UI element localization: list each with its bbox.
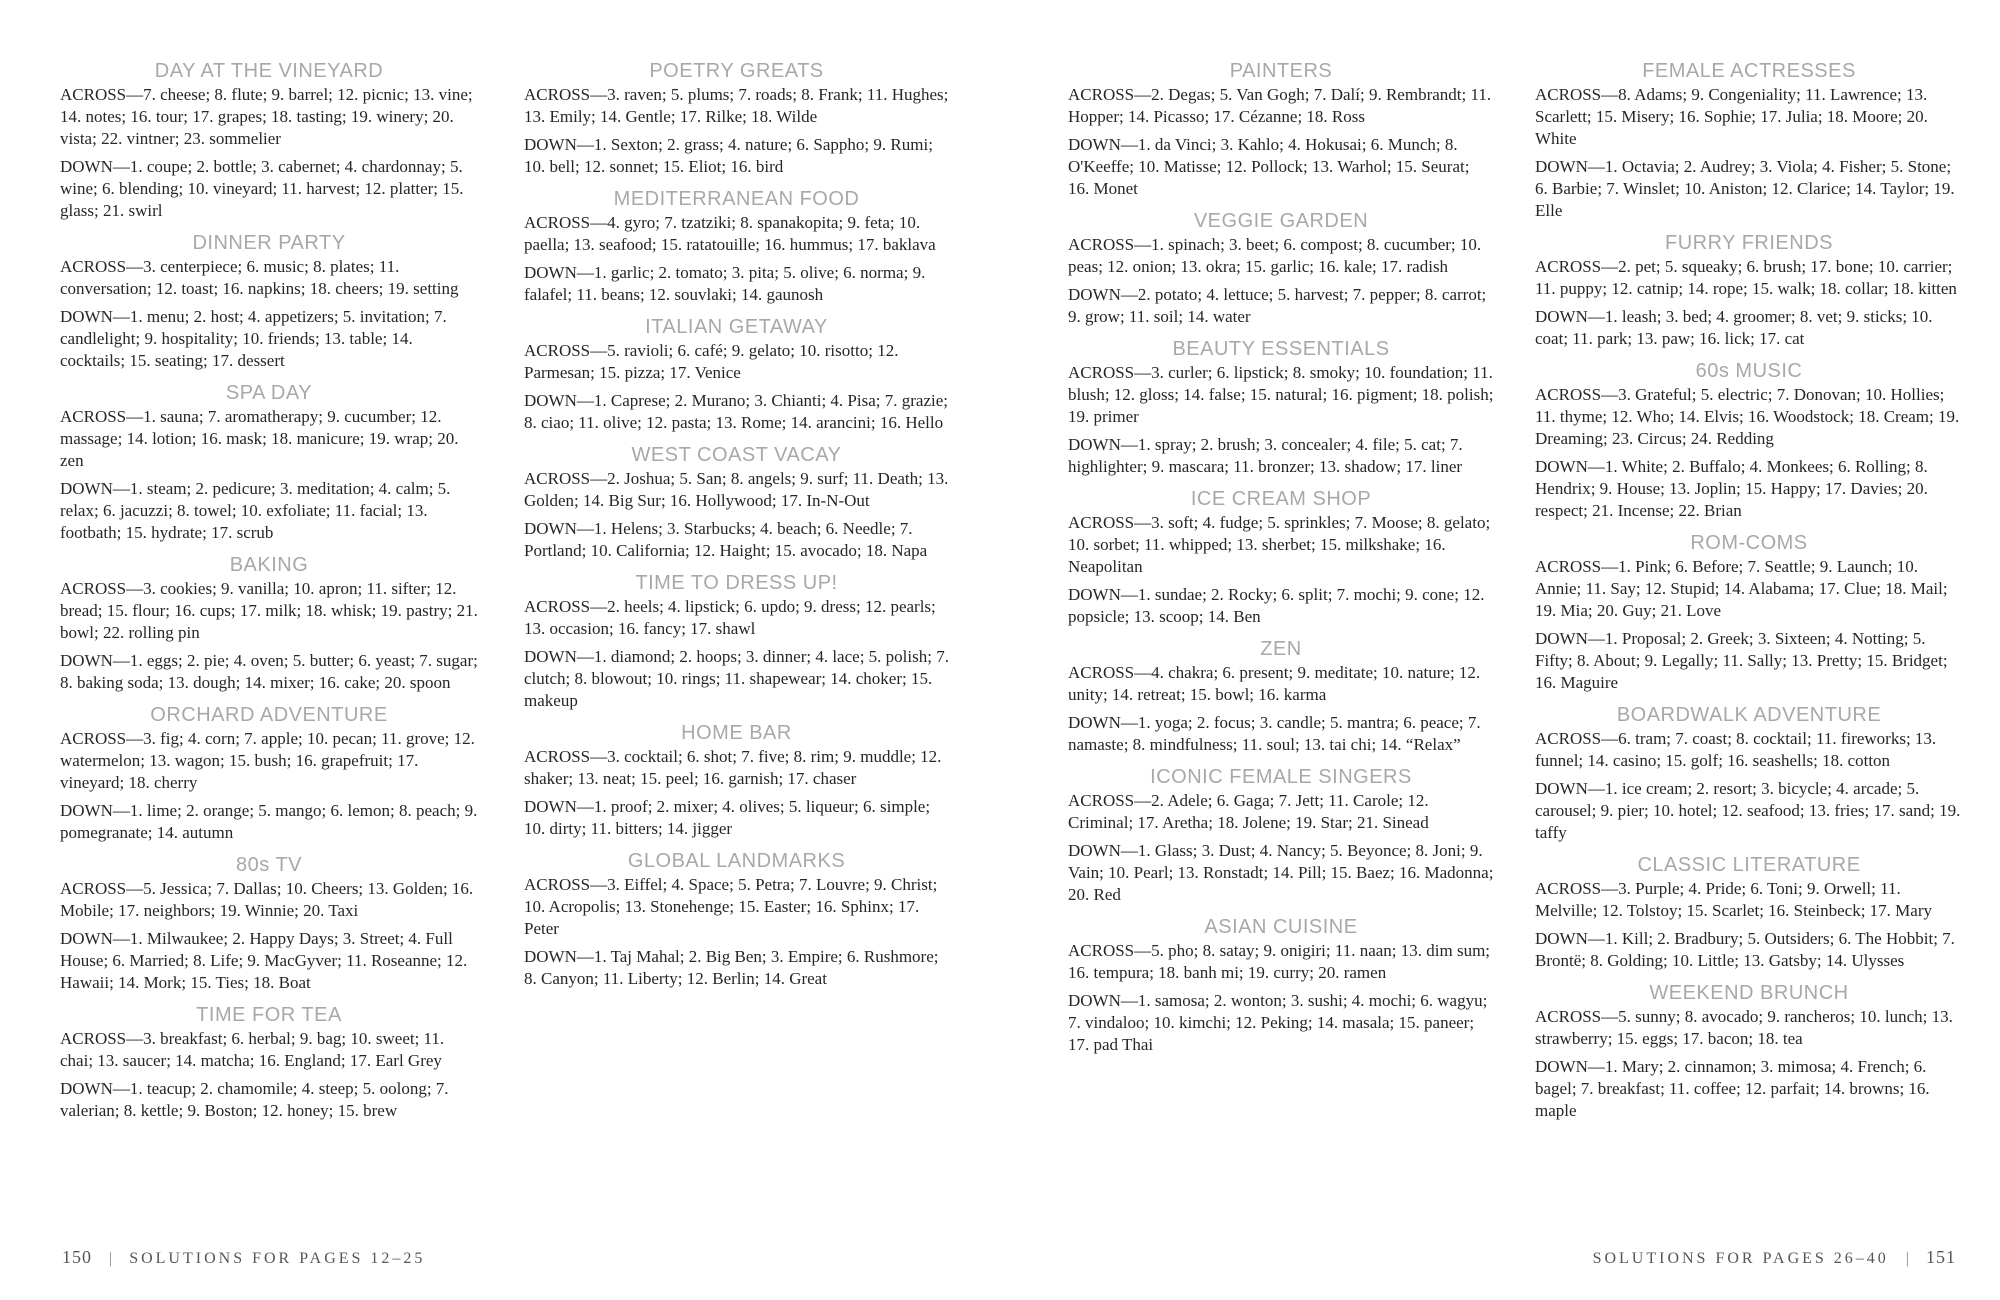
- footer-separator: |: [1905, 1250, 1909, 1267]
- puzzle-west-coast-vacay: [524, 442, 949, 562]
- across-answers: ACROSS—5. ravioli; 6. café; 9. gelato; 10. risotto; 12. Parmesan; 15. pizza; 17. Venice: [524, 341, 899, 382]
- puzzle-weekend-brunch: [1535, 980, 1963, 1122]
- puzzle-title: GLOBAL LANDMARKS: [627, 850, 846, 872]
- page-number-left: 150: [62, 1247, 92, 1267]
- down-answers: DOWN—1. coupe; 2. bottle; 3. cabernet; 4. chardonnay; 5. wine; 6. blending; 10. vineyard; 11. harvest; 12. platter; 15. glass; 21. swirl: [60, 157, 464, 220]
- across-answers: ACROSS—5. Jessica; 7. Dallas; 10. Cheers; 13. Golden; 16. Mobile; 17. neighbors; 19. Winnie; 20. Taxi: [60, 879, 474, 920]
- down-answers: DOWN—1. Mary; 2. cinnamon; 3. mimosa; 4. French; 6. bagel; 7. breakfast; 11. coffee; 12. parfait; 14. browns; 16. maple: [1535, 1057, 1930, 1120]
- down-answers: DOWN—1. steam; 2. pedicure; 3. meditation; 4. calm; 5. relax; 6. jacuzzi; 8. towel; 10. exfoliate; 11. facial; 13. footbath; 15. hydrate; 17. scrub: [60, 479, 451, 542]
- puzzle-60s-music: [1535, 358, 1963, 522]
- down-answers: DOWN—1. menu; 2. host; 4. appetizers; 5. invitation; 7. candlelight; 9. hospitality; 10. friends; 13. table; 14. cocktails; 15. seating; 17. dessert: [60, 307, 447, 370]
- puzzle-title: FEMALE ACTRESSES: [1642, 60, 1856, 82]
- across-answers: ACROSS—3. Eiffel; 4. Space; 5. Petra; 7. Louvre; 9. Christ; 10. Acropolis; 13. Stonehenge; 15. Easter; 16. Sphinx; 17. Peter: [524, 875, 938, 938]
- puzzle-title: DAY AT THE VINEYARD: [154, 60, 384, 82]
- puzzle-day-at-the-vineyard: [60, 58, 478, 222]
- footer-left: [62, 1247, 425, 1268]
- across-answers: ACROSS—3. curler; 6. lipstick; 8. smoky; 10. foundation; 11. blush; 12. gloss; 14. false; 15. natural; 16. pigment; 18. polish; 19. primer: [1068, 363, 1494, 426]
- down-answers: DOWN—1. Caprese; 2. Murano; 3. Chianti; 4. Pisa; 7. grazie; 8. ciao; 11. olive; 12. pasta; 13. Rome; 14. arancini; 16. Hello: [524, 391, 948, 432]
- puzzle-title: ASIAN CUISINE: [1204, 916, 1358, 938]
- puzzle-home-bar: [524, 720, 949, 840]
- puzzle-global-landmarks: [524, 848, 949, 990]
- across-answers: ACROSS—1. spinach; 3. beet; 6. compost; 8. cucumber; 10. peas; 12. onion; 13. okra; 15. garlic; 16. kale; 17. radish: [1068, 235, 1482, 276]
- down-answers: DOWN—1. yoga; 2. focus; 3. candle; 5. mantra; 6. peace; 7. namaste; 8. mindfulness; 11. soul; 13. tai chi; 14. “Relax”: [1068, 713, 1481, 754]
- puzzle-painters: [1068, 58, 1494, 200]
- across-answers: ACROSS—7. cheese; 8. flute; 9. barrel; 12. picnic; 13. vine; 14. notes; 16. tour; 17. grapes; 18. tasting; 19. winery; 20. vista; 22. vintner; 23. sommelier: [60, 85, 473, 148]
- down-answers: DOWN—1. sundae; 2. Rocky; 6. split; 7. mochi; 9. cone; 12. popsicle; 13. scoop; 14. Ben: [1068, 585, 1485, 626]
- puzzle-title: 60s MUSIC: [1695, 360, 1803, 382]
- footer-right: [1593, 1247, 1956, 1268]
- puzzle-orchard-adventure: [60, 702, 478, 844]
- across-answers: ACROSS—2. pet; 5. squeaky; 6. brush; 17. bone; 10. carrier; 11. puppy; 12. catnip; 14. rope; 15. walk; 18. collar; 18. kitten: [1535, 257, 1957, 298]
- puzzle-asian-cuisine: [1068, 914, 1494, 1056]
- across-answers: ACROSS—3. Purple; 4. Pride; 6. Toni; 9. Orwell; 11. Melville; 12. Tolstoy; 15. Scarlet; 16. Steinbeck; 17. Mary: [1535, 879, 1933, 920]
- down-answers: DOWN—1. leash; 3. bed; 4. groomer; 8. vet; 9. sticks; 10. coat; 11. park; 13. paw; 16. lick; 17. cat: [1535, 307, 1933, 348]
- page-150-column-left: [60, 58, 478, 1130]
- down-answers: DOWN—1. lime; 2. orange; 5. mango; 6. lemon; 8. peach; 9. pomegranate; 14. autumn: [60, 801, 478, 842]
- puzzle-veggie-garden: [1068, 208, 1494, 328]
- across-answers: ACROSS—3. breakfast; 6. herbal; 9. bag; 10. sweet; 11. chai; 13. saucer; 14. matcha; 16. England; 17. Earl Grey: [60, 1029, 445, 1070]
- puzzle-dinner-party: [60, 230, 478, 372]
- page-150-column-right: [524, 58, 949, 998]
- puzzle-title: TIME TO DRESS UP!: [635, 572, 838, 594]
- across-answers: ACROSS—3. fig; 4. corn; 7. apple; 10. pecan; 11. grove; 12. watermelon; 13. wagon; 15. bush; 16. grapefruit; 17. vineyard; 18. cherry: [60, 729, 475, 792]
- across-answers: ACROSS—4. chakra; 6. present; 9. meditate; 10. nature; 12. unity; 14. retreat; 15. bowl; 16. karma: [1068, 663, 1481, 704]
- puzzle-title: FURRY FRIENDS: [1664, 232, 1833, 254]
- puzzle-zen: [1068, 636, 1494, 756]
- across-answers: ACROSS—3. cookies; 9. vanilla; 10. apron; 11. sifter; 12. bread; 15. flour; 16. cups; 17. milk; 18. whisk; 19. pastry; 21. bowl; 22. rolling pin: [60, 579, 478, 642]
- puzzle-title: BEAUTY ESSENTIALS: [1172, 338, 1390, 360]
- puzzle-title: ICE CREAM SHOP: [1190, 488, 1372, 510]
- down-answers: DOWN—1. spray; 2. brush; 3. concealer; 4. file; 5. cat; 7. highlighter; 9. mascara; 11. bronzer; 13. shadow; 17. liner: [1068, 435, 1463, 476]
- down-answers: DOWN—1. garlic; 2. tomato; 3. pita; 5. olive; 6. norma; 9. falafel; 11. beans; 12. souvlaki; 14. gaunosh: [524, 263, 926, 304]
- down-answers: DOWN—1. da Vinci; 3. Kahlo; 4. Hokusai; 6. Munch; 8. O'Keeffe; 10. Matisse; 12. Pollock; 13. Warhol; 15. Seurat; 16. Monet: [1068, 135, 1470, 198]
- down-answers: DOWN—1. Octavia; 2. Audrey; 3. Viola; 4. Fisher; 5. Stone; 6. Barbie; 7. Winslet; 10. Aniston; 12. Clarice; 14. Taylor; 19. Elle: [1535, 157, 1955, 220]
- down-answers: DOWN—1. White; 2. Buffalo; 4. Monkees; 6. Rolling; 8. Hendrix; 9. House; 13. Joplin; 15. Happy; 17. Davies; 20. respect; 21. Incense; 22. Brian: [1535, 457, 1928, 520]
- puzzle-title: ROM-COMS: [1690, 532, 1808, 554]
- across-answers: ACROSS—3. soft; 4. fudge; 5. sprinkles; 7. Moose; 8. gelato; 10. sorbet; 11. whipped; 13. sherbet; 15. milkshake; 16. Neapolitan: [1068, 513, 1491, 576]
- puzzle-title: MEDITERRANEAN FOOD: [613, 188, 860, 210]
- across-answers: ACROSS—2. Degas; 5. Van Gogh; 7. Dalí; 9. Rembrandt; 11. Hopper; 14. Picasso; 17. Cézanne; 18. Ross: [1068, 85, 1492, 126]
- puzzle-title: VEGGIE GARDEN: [1193, 210, 1369, 232]
- down-answers: DOWN—1. Kill; 2. Bradbury; 5. Outsiders; 6. The Hobbit; 7. Brontë; 8. Golding; 10. Little; 13. Gatsby; 14. Ulysses: [1535, 929, 1955, 970]
- down-answers: DOWN—1. eggs; 2. pie; 4. oven; 5. butter; 6. yeast; 7. sugar; 8. baking soda; 13. dough; 14. mixer; 16. cake; 20. spoon: [60, 651, 478, 692]
- across-answers: ACROSS—5. sunny; 8. avocado; 9. rancheros; 10. lunch; 13. strawberry; 15. eggs; 17. bacon; 18. tea: [1535, 1007, 1953, 1048]
- puzzle-iconic-female-singers: [1068, 764, 1494, 906]
- puzzle-title: WEEKEND BRUNCH: [1649, 982, 1849, 1004]
- puzzle-beauty-essentials: [1068, 336, 1494, 478]
- puzzle-italian-getaway: [524, 314, 949, 434]
- down-answers: DOWN—1. Proposal; 2. Greek; 3. Sixteen; 4. Notting; 5. Fifty; 8. About; 9. Legally; 11. Sally; 13. Pretty; 15. Bridget; 16. Maguire: [1535, 629, 1948, 692]
- puzzle-mediterranean-food: [524, 186, 949, 306]
- down-answers: DOWN—1. teacup; 2. chamomile; 4. steep; 5. oolong; 7. valerian; 8. kettle; 9. Boston; 12. honey; 15. brew: [60, 1079, 449, 1120]
- puzzle-poetry-greats: [524, 58, 949, 178]
- puzzle-title: BAKING: [229, 554, 309, 576]
- across-answers: ACROSS—3. cocktail; 6. shot; 7. five; 8. rim; 9. muddle; 12. shaker; 13. neat; 15. peel; 16. garnish; 17. chaser: [524, 747, 942, 788]
- puzzle-title: ZEN: [1260, 638, 1302, 660]
- puzzle-title: ORCHARD ADVENTURE: [150, 704, 388, 726]
- across-answers: ACROSS—4. gyro; 7. tzatziki; 8. spanakopita; 9. feta; 10. paella; 13. seafood; 15. ratatouille; 16. hummus; 17. baklava: [524, 213, 936, 254]
- puzzle-title: 80s TV: [236, 854, 302, 876]
- puzzle-furry-friends: [1535, 230, 1963, 350]
- down-answers: DOWN—1. Taj Mahal; 2. Big Ben; 3. Empire; 6. Rushmore; 8. Canyon; 11. Liberty; 12. Berlin; 14. Great: [524, 947, 939, 988]
- down-answers: DOWN—1. samosa; 2. wonton; 3. sushi; 4. mochi; 6. wagyu; 7. vindaloo; 10. kimchi; 12. Peking; 14. masala; 15. paneer; 17. pad Thai: [1068, 991, 1488, 1054]
- across-answers: ACROSS—2. heels; 4. lipstick; 6. updo; 9. dress; 12. pearls; 13. occasion; 16. fancy; 17. shawl: [524, 597, 936, 638]
- puzzle-title: PAINTERS: [1229, 60, 1333, 82]
- across-answers: ACROSS—3. centerpiece; 6. music; 8. plates; 11. conversation; 12. toast; 16. napkins; 18. cheers; 19. setting: [60, 257, 459, 298]
- puzzle-title: DINNER PARTY: [192, 232, 346, 254]
- footer-separator: |: [109, 1250, 113, 1267]
- page-number-right: 151: [1926, 1247, 1956, 1267]
- puzzle-ice-cream-shop: [1068, 486, 1494, 628]
- down-answers: DOWN—1. ice cream; 2. resort; 3. bicycle; 4. arcade; 5. carousel; 9. pier; 10. hotel; 12. seafood; 13. fries; 17. sand; 19. taffy: [1535, 779, 1961, 842]
- puzzle-classic-literature: [1535, 852, 1963, 972]
- down-answers: DOWN—1. Sexton; 2. grass; 4. nature; 6. Sappho; 9. Rumi; 10. bell; 12. sonnet; 15. Eliot; 16. bird: [524, 135, 933, 176]
- across-answers: ACROSS—3. raven; 5. plums; 7. roads; 8. Frank; 11. Hughes; 13. Emily; 14. Gentle; 17. Rilke; 18. Wilde: [524, 85, 949, 126]
- footer-right-text: SOLUTIONS FOR PAGES 26–40: [1592, 1250, 1889, 1267]
- across-answers: ACROSS—1. sauna; 7. aromatherapy; 9. cucumber; 12. massage; 14. lotion; 16. mask; 18. manicure; 19. wrap; 20. zen: [60, 407, 459, 470]
- puzzle-female-actresses: [1535, 58, 1963, 222]
- across-answers: ACROSS—1. Pink; 6. Before; 7. Seattle; 9. Launch; 10. Annie; 11. Say; 12. Stupid; 14. Alabama; 17. Clue; 18. Mail; 19. Mia; 20. Guy; 21. Love: [1535, 557, 1948, 620]
- puzzle-time-for-tea: [60, 1002, 478, 1122]
- down-answers: DOWN—1. proof; 2. mixer; 4. olives; 5. liqueur; 6. simple; 10. dirty; 11. bitters; 14. jigger: [524, 797, 931, 838]
- across-answers: ACROSS—8. Adams; 9. Congeniality; 11. Lawrence; 13. Scarlett; 15. Misery; 16. Sophie; 17. Julia; 18. Moore; 20. White: [1535, 85, 1928, 148]
- across-answers: ACROSS—5. pho; 8. satay; 9. onigiri; 11. naan; 13. dim sum; 16. tempura; 18. banh mi; 19. curry; 20. ramen: [1068, 941, 1491, 982]
- puzzle-baking: [60, 552, 478, 694]
- puzzle-title: ICONIC FEMALE SINGERS: [1150, 766, 1412, 788]
- puzzle-title: ITALIAN GETAWAY: [645, 316, 828, 338]
- down-answers: DOWN—1. diamond; 2. hoops; 3. dinner; 4. lace; 5. polish; 7. clutch; 8. blowout; 10. rings; 11. shapewear; 14. choker; 15. makeup: [524, 647, 949, 710]
- across-answers: ACROSS—6. tram; 7. coast; 8. cocktail; 11. fireworks; 13. funnel; 14. casino; 15. golf; 16. seashells; 18. cotton: [1535, 729, 1937, 770]
- puzzle-spa-day: [60, 380, 478, 544]
- across-answers: ACROSS—2. Adele; 6. Gaga; 7. Jett; 11. Carole; 12. Criminal; 17. Aretha; 18. Jolene; 19. Star; 21. Sinead: [1068, 791, 1429, 832]
- footer-left-text: SOLUTIONS FOR PAGES 12–25: [129, 1250, 426, 1267]
- puzzle-title: HOME BAR: [681, 722, 792, 744]
- down-answers: DOWN—1. Glass; 3. Dust; 4. Nancy; 5. Beyonce; 8. Joni; 9. Vain; 10. Pearl; 13. Ronstadt; 14. Pill; 15. Baez; 16. Madonna; 20. Red: [1068, 841, 1494, 904]
- puzzle-title: POETRY GREATS: [649, 60, 824, 82]
- page-151-column-right: [1535, 58, 1963, 1130]
- page-151-column-left: [1068, 58, 1494, 1064]
- puzzle-title: SPA DAY: [225, 382, 313, 404]
- across-answers: ACROSS—2. Joshua; 5. San; 8. angels; 9. surf; 11. Death; 13. Golden; 14. Big Sur; 16. Hollywood; 17. In-N-Out: [524, 469, 949, 510]
- puzzle-80s-tv: [60, 852, 478, 994]
- puzzle-title: BOARDWALK ADVENTURE: [1616, 704, 1882, 726]
- puzzle-time-to-dress-up: [524, 570, 949, 712]
- puzzle-title: CLASSIC LITERATURE: [1637, 854, 1861, 876]
- down-answers: DOWN—1. Milwaukee; 2. Happy Days; 3. Street; 4. Full House; 6. Married; 8. Life; 9. MacGyver; 11. Roseanne; 12. Hawaii; 14. Mork; 15. Ties; 18. Boat: [60, 929, 468, 992]
- puzzle-title: TIME FOR TEA: [196, 1004, 342, 1026]
- puzzle-rom-coms: [1535, 530, 1963, 694]
- puzzle-title: WEST COAST VACAY: [631, 444, 842, 466]
- puzzle-boardwalk-adventure: [1535, 702, 1963, 844]
- across-answers: ACROSS—3. Grateful; 5. electric; 7. Donovan; 10. Hollies; 11. thyme; 12. Who; 14. Elvis; 16. Woodstock; 18. Cream; 19. Dreaming; 23. Circus; 24. Redding: [1535, 385, 1960, 448]
- down-answers: DOWN—2. potato; 4. lettuce; 5. harvest; 7. pepper; 8. carrot; 9. grow; 11. soil; 14. water: [1068, 285, 1487, 326]
- down-answers: DOWN—1. Helens; 3. Starbucks; 4. beach; 6. Needle; 7. Portland; 10. California; 12. Haight; 15. avocado; 18. Napa: [524, 519, 928, 560]
